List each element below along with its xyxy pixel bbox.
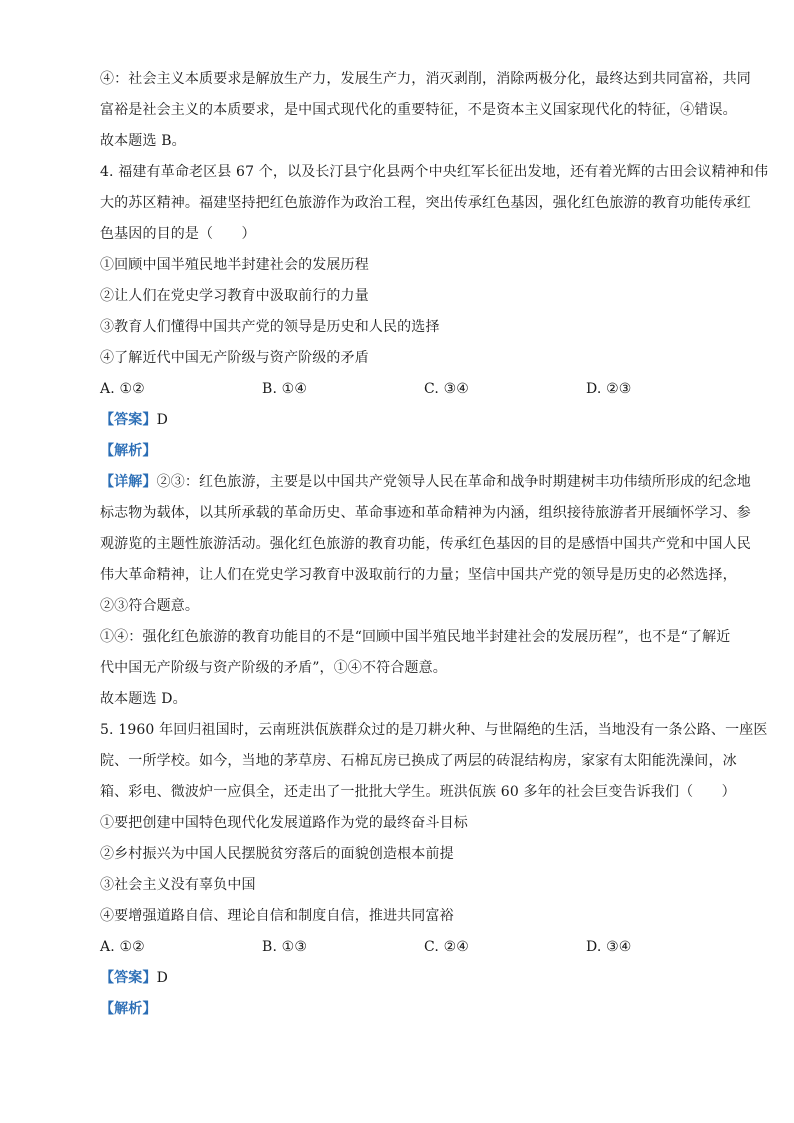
q4-option-b: B. ①④ xyxy=(262,381,308,397)
q4-options xyxy=(100,374,700,405)
q4-detail-line-5: ②③符合题意。 xyxy=(100,598,200,614)
q4-answer-label: 【答案】 xyxy=(100,412,157,428)
q4-item-2: ②让人们在党史学习教育中汲取前行的力量 xyxy=(100,288,369,304)
q4-detail-line-3: 观游览的主题性旅游活动。强化红色旅游的教育功能，传承红色基因的目的是感悟中国共产党和中国人民 xyxy=(100,536,751,552)
q5-stem-line-2: 院、一所学校。如今，当地的茅草房、石棉瓦房已换成了两层的砖混结构房，家家有太阳能洗澡间，冰 xyxy=(100,753,737,769)
q5-option-a: A. ①② xyxy=(100,939,145,955)
q5-stem-line-1: 5. 1960 年回归祖国时，云南班洪佤族群众过的是刀耕火种、与世隔绝的生活，当地没有一条公路、一座医 xyxy=(100,722,768,738)
q5-stem-line-3: 箱、彩电、微波炉一应俱全，还走出了一批批大学生。班洪佤族 60 多年的社会巨变告诉我们（ ） xyxy=(100,784,736,800)
q4-answer xyxy=(100,405,700,436)
q5-option-c: C. ②④ xyxy=(424,939,469,955)
q5-item-4: ④要增强道路自信、理论自信和制度自信，推进共同富裕 xyxy=(100,908,454,924)
q4-stem-line-2: 大的苏区精神。福建坚持把红色旅游作为政治工程，突出传承红色基因，强化红色旅游的教育功能传承红 xyxy=(100,195,751,211)
q4-stem-line-1: 4. 福建有革命老区县 67 个，以及长汀县宁化县两个中央红军长征出发地，还有着光辉的古田会议精神和伟 xyxy=(100,164,769,180)
q4-detail-line-6: ①④：强化红色旅游的教育功能目的不是“回顾中国半殖民地半封建社会的发展历程”，也不是“了解近 xyxy=(100,629,731,645)
q4-detail-line-1 xyxy=(100,467,751,498)
q5-option-d: D. ③④ xyxy=(586,939,632,955)
q4-detail-line-8: 故本题选 D。 xyxy=(100,691,187,707)
q4-detail-label: 【详解】 xyxy=(100,474,157,490)
q4-option-c: C. ③④ xyxy=(424,381,469,397)
q5-item-1: ①要把创建中国特色现代化发展道路作为党的最终奋斗目标 xyxy=(100,815,468,831)
q5-answer-label: 【答案】 xyxy=(100,970,157,986)
q4-analysis xyxy=(100,436,700,467)
q5-analysis-label: 【解析】 xyxy=(100,1001,157,1017)
q3-tail-line-2: 富裕是社会主义的本质要求，是中国式现代化的重要特征，不是资本主义国家现代化的特征，④错误。 xyxy=(100,102,737,118)
q5-analysis xyxy=(100,994,700,1025)
q4-option-a: A. ①② xyxy=(100,381,145,397)
q4-analysis-label: 【解析】 xyxy=(100,443,157,459)
q4-detail-text-1: ②③：红色旅游，主要是以中国共产党领导人民在革命和战争时期建树丰功伟绩所形成的纪念地 xyxy=(156,474,751,490)
document-page xyxy=(100,64,769,1025)
q4-answer-value: D xyxy=(156,412,168,428)
q5-options xyxy=(100,932,700,963)
q4-detail-line-7: 代中国无产阶级与资产阶级的矛盾”，①④不符合题意。 xyxy=(100,660,447,676)
q5-answer-value: D xyxy=(156,970,168,986)
q4-detail-line-2: 标志物为载体，以其所承载的革命历史、革命事迹和革命精神为内涵，组织接待旅游者开展缅怀学习、参 xyxy=(100,505,751,521)
q4-stem-line-3: 色基因的目的是（ ） xyxy=(100,226,256,242)
q4-item-4: ④了解近代中国无产阶级与资产阶级的矛盾 xyxy=(100,350,369,366)
q4-item-1: ①回顾中国半殖民地半封建社会的发展历程 xyxy=(100,257,369,273)
q5-item-2: ②乡村振兴为中国人民摆脱贫穷落后的面貌创造根本前提 xyxy=(100,846,454,862)
q5-answer xyxy=(100,963,700,994)
q5-option-b: B. ①③ xyxy=(262,939,308,955)
q4-detail-line-4: 伟大革命精神，让人们在党史学习教育中汲取前行的力量；坚信中国共产党的领导是历史的必然选择， xyxy=(100,567,737,583)
q4-item-3: ③教育人们懂得中国共产党的领导是历史和人民的选择 xyxy=(100,319,440,335)
q3-tail-line-3: 故本题选 B。 xyxy=(100,133,186,149)
q5-item-3: ③社会主义没有辜负中国 xyxy=(100,877,256,893)
q3-tail-line-1: ④：社会主义本质要求是解放生产力，发展生产力，消灭剥削，消除两极分化，最终达到共同富裕，共同 xyxy=(100,71,751,87)
q4-option-d: D. ②③ xyxy=(586,381,632,397)
